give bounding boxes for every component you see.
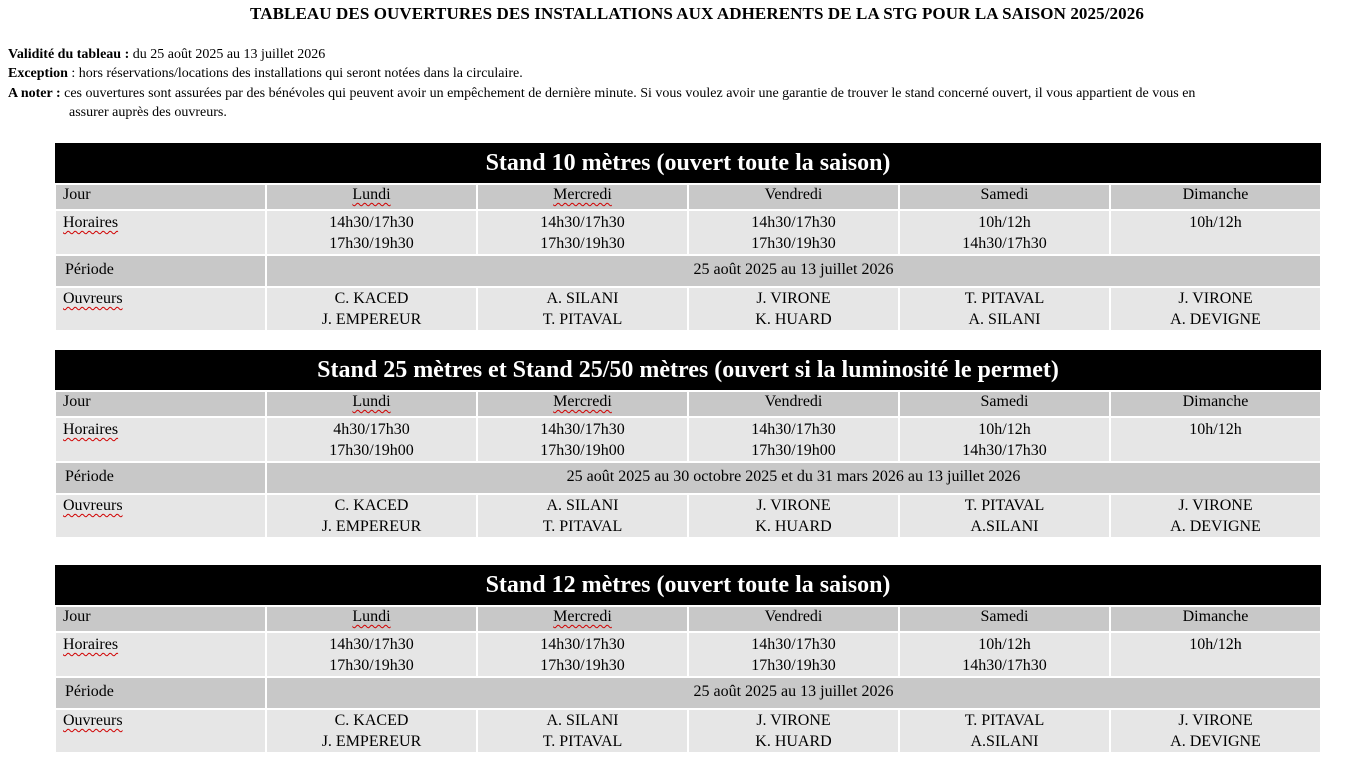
ouvreur-name: T. PITAVAL [542,518,623,535]
ouvreur-cell [899,494,1110,538]
horaire-line [1111,655,1320,676]
ouvreur-name: A. SILANI [546,712,619,729]
note-line [8,84,1195,103]
exception-text: : hors réservations/locations des installations qui seront notées dans la circulaire. [67,66,523,81]
ouvreur-name: C. KACED [334,712,409,729]
ouvreur-name: K. HUARD [755,311,832,328]
horaire-line: 10h/12h [978,421,1031,438]
day-header: Mercredi [477,391,688,417]
horaire-line [1111,440,1320,461]
ouvreur-name: J. VIRONE [756,290,831,307]
ouvreur-name: J. EMPEREUR [321,311,422,328]
horaire-cell [266,632,477,677]
horaire-line: 17h30/19h30 [751,235,836,252]
day-header: Dimanche [1110,184,1321,210]
ouvreur-name: A. DEVIGNE [1170,733,1261,750]
ouvreur-cell [899,709,1110,753]
ouvreur-name: J. VIRONE [1178,712,1253,729]
ouvreur-name: A. SILANI [546,497,619,514]
ouvreur-name: J. VIRONE [756,712,831,729]
ouvreur-name: T. PITAVAL [964,290,1045,307]
horaire-line: 14h30/17h30 [329,636,414,653]
day-header: Dimanche [1110,391,1321,417]
ouvreur-name: T. PITAVAL [542,733,623,750]
ouvreur-name: C. KACED [334,290,409,307]
row-label-periode: Période [55,677,266,709]
ouvreur-name: T. PITAVAL [542,311,623,328]
ouvreur-name: K. HUARD [755,518,832,535]
row-label-jour: Jour [55,391,266,417]
horaire-cell [477,632,688,677]
validite-text: du 25 août 2025 au 13 juillet 2026 [129,47,326,62]
note-text: ces ouvertures sont assurées par des bénévoles qui peuvent avoir un empêchement de dernière minute. Si vous voulez avoir une garantie de trouver le stand concerné ouvert, il vous appartient de vous en [60,86,1196,101]
periode-cell: 25 août 2025 au 13 juillet 2026 [266,255,1321,287]
horaire-line: 17h30/19h00 [329,442,414,459]
ouvreur-cell [688,709,899,753]
row-label-ouvreurs: Ouvreurs [55,287,266,331]
day-header: Mercredi [477,184,688,210]
day-header: Vendredi [688,391,899,417]
horaire-line: 14h30/17h30 [751,636,836,653]
horaire-line: 14h30/17h30 [540,421,625,438]
note-label: A noter : [8,86,61,101]
ouvreur-name: A.SILANI [970,733,1039,750]
validite-line [8,45,325,64]
ouvreur-cell [688,494,899,538]
horaire-line: 14h30/17h30 [962,235,1047,252]
ouvreur-cell [266,709,477,753]
ouvreur-cell [266,494,477,538]
day-header: Vendredi [688,606,899,632]
day-header: Samedi [899,606,1110,632]
horaire-line: 14h30/17h30 [751,421,836,438]
horaire-line: 17h30/19h30 [540,235,625,252]
ouvreur-cell [1110,287,1321,331]
horaire-cell [688,210,899,255]
day-header: Lundi [266,184,477,210]
horaire-line: 14h30/17h30 [329,214,414,231]
row-label-ouvreurs: Ouvreurs [55,494,266,538]
ouvreur-name: J. EMPEREUR [321,733,422,750]
horaire-line: 10h/12h [978,636,1031,653]
ouvreur-cell [266,287,477,331]
row-label-horaires: Horaires [55,417,266,462]
day-header: Lundi [266,391,477,417]
day-header: Dimanche [1110,606,1321,632]
day-header: Mercredi [477,606,688,632]
horaire-cell [899,632,1110,677]
ouvreur-cell [477,709,688,753]
horaire-cell [266,210,477,255]
horaire-line: 10h/12h [1189,421,1242,438]
ouvreur-cell [1110,709,1321,753]
ouvreur-name: K. HUARD [755,733,832,750]
ouvreur-name: A. SILANI [968,311,1041,328]
stand-title: Stand 25 mètres et Stand 25/50 mètres (ouvert si la luminosité le permet) [55,350,1321,391]
ouvreur-name: J. VIRONE [1178,290,1253,307]
row-label-jour: Jour [55,606,266,632]
ouvreur-name: A.SILANI [970,518,1039,535]
stand-title: Stand 10 mètres (ouvert toute la saison) [55,143,1321,184]
horaire-line: 14h30/17h30 [962,442,1047,459]
horaire-cell [899,210,1110,255]
note-line-2: assurer auprès des ouvreurs. [69,105,227,120]
row-label-horaires: Horaires [55,632,266,677]
horaire-cell [688,417,899,462]
ouvreur-cell [477,287,688,331]
stand-title: Stand 12 mètres (ouvert toute la saison) [55,565,1321,606]
ouvreur-name: A. DEVIGNE [1170,518,1261,535]
ouvreur-cell [899,287,1110,331]
horaire-cell [1110,210,1321,255]
page-title: TABLEAU DES OUVERTURES DES INSTALLATIONS AUX ADHERENTS DE LA STG POUR LA SAISON 2025/2026 [250,4,1144,23]
row-label-jour: Jour [55,184,266,210]
exception-line [8,64,523,83]
horaire-line: 14h30/17h30 [962,657,1047,674]
row-label-periode: Période [55,462,266,494]
horaire-cell [1110,417,1321,462]
horaire-line: 17h30/19h30 [540,657,625,674]
ouvreur-name: A. SILANI [546,290,619,307]
stand-table-2 [54,350,1322,539]
validite-label: Validité du tableau : [8,47,130,62]
periode-cell: 25 août 2025 au 13 juillet 2026 [266,677,1321,709]
stand-table-1 [54,143,1322,332]
horaire-line: 17h30/19h00 [540,442,625,459]
horaire-line: 4h30/17h30 [333,421,410,438]
ouvreur-cell [688,287,899,331]
ouvreur-name: T. PITAVAL [964,712,1045,729]
horaire-line: 10h/12h [978,214,1031,231]
horaire-cell [266,417,477,462]
exception-label: Exception [8,66,68,81]
ouvreur-name: C. KACED [334,497,409,514]
ouvreur-cell [477,494,688,538]
horaire-line: 17h30/19h30 [329,657,414,674]
horaire-line [1111,233,1320,254]
ouvreur-name: J. EMPEREUR [321,518,422,535]
periode-cell: 25 août 2025 au 30 octobre 2025 et du 31 mars 2026 au 13 juillet 2026 [266,462,1321,494]
horaire-cell [899,417,1110,462]
horaire-line: 10h/12h [1189,214,1242,231]
day-header: Lundi [266,606,477,632]
horaire-line: 14h30/17h30 [751,214,836,231]
horaire-line: 17h30/19h30 [329,235,414,252]
row-label-periode: Période [55,255,266,287]
day-header: Samedi [899,391,1110,417]
day-header: Samedi [899,184,1110,210]
stand-table-3 [54,565,1322,754]
row-label-horaires: Horaires [55,210,266,255]
horaire-cell [1110,632,1321,677]
horaire-line: 17h30/19h00 [751,442,836,459]
day-header: Vendredi [688,184,899,210]
horaire-line: 14h30/17h30 [540,636,625,653]
horaire-line: 17h30/19h30 [751,657,836,674]
ouvreur-cell [1110,494,1321,538]
horaire-line: 10h/12h [1189,636,1242,653]
ouvreur-name: J. VIRONE [1178,497,1253,514]
horaire-cell [477,210,688,255]
horaire-cell [477,417,688,462]
ouvreur-name: T. PITAVAL [964,497,1045,514]
horaire-cell [688,632,899,677]
row-label-ouvreurs: Ouvreurs [55,709,266,753]
ouvreur-name: J. VIRONE [756,497,831,514]
ouvreur-name: A. DEVIGNE [1170,311,1261,328]
horaire-line: 14h30/17h30 [540,214,625,231]
